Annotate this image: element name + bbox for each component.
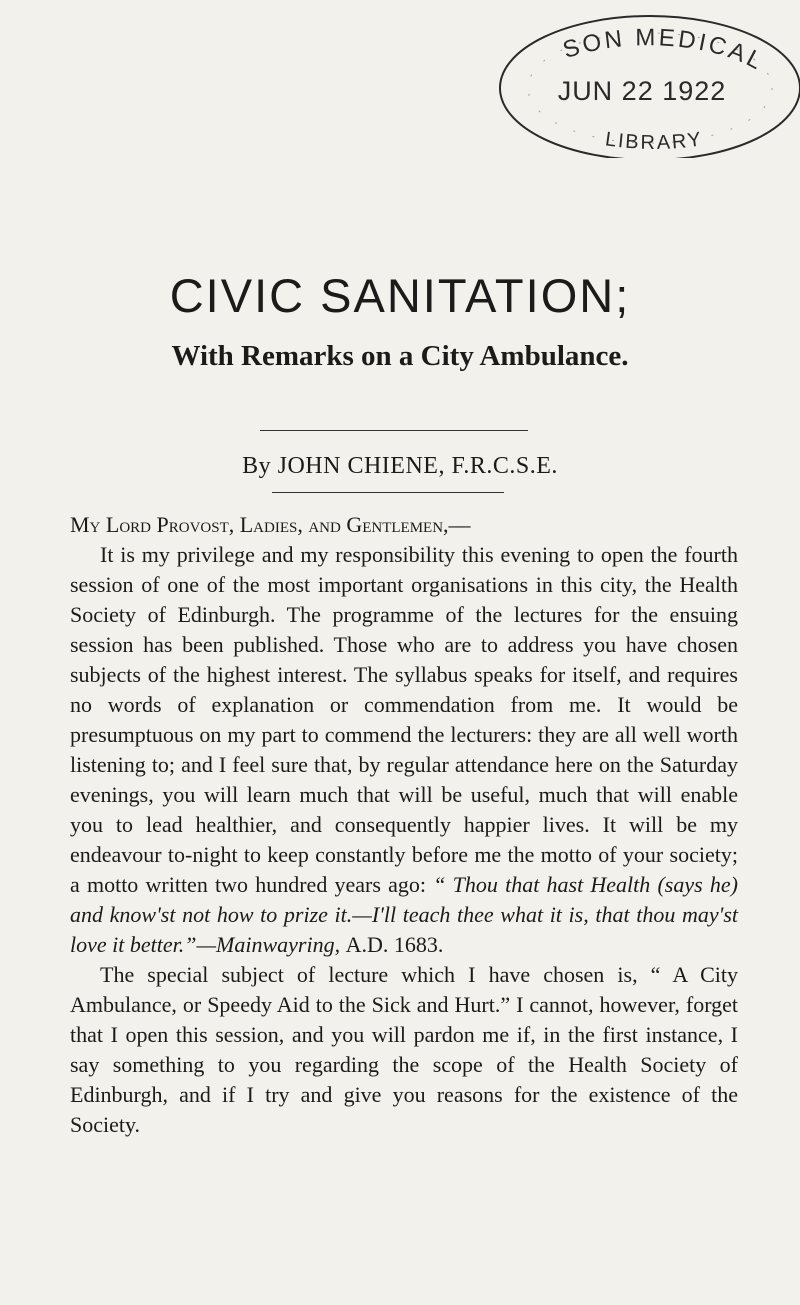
paragraph-2: The special subject of lecture which I have chosen is, “ A City Ambulance, or Speedy Aid to the Sick and Hurt.” I cannot, however, forget that I open this session, and you will pardon me if, in the first instance, I say something to you regarding the scope of the Health Society of Edinburgh, and if I try and give you reasons for the existence of the Society.: [70, 962, 738, 1137]
page-subtitle: With Remarks on a City Ambulance.: [171, 340, 629, 372]
paragraph-1-text: It is my privilege and my responsibility this evening to open the fourth session of one of the most important organisations in this city, the Health Society of Edinburgh. The programme of the lectures for the ensuing session has been published. Those who are to address you have chosen subjects of the highest interest. The syllabus speaks for itself, and requires no words of explanation or commendation from me. It would be presumptuous on my part to commend the lecturers: they are all well worth listening to; and I feel sure that, by regular attendance here on the Saturday evenings, you will learn much that will be useful, much that will enable you to lead healthier, and consequently happier lives. It will be my endeavour to-night to keep constantly before me the motto of your society; a motto written two hundred years ago:: [70, 542, 738, 897]
divider-top: [260, 430, 528, 431]
author-byline: By JOHN CHIENE, F.R.C.S.E.: [242, 453, 558, 479]
quote-source: —Mainwayring,: [196, 932, 341, 957]
divider-bottom: [272, 492, 504, 493]
page-title: CIVIC SANITATION;: [169, 269, 631, 322]
library-stamp: [474, 8, 800, 158]
motto-quote: “ Thou that hast Health (says he) and know'st not how to prize it.—I'll teach thee what it is, that thou may'st love it better.”: [70, 872, 738, 957]
stamp-top-text: SON MEDICAL: [559, 24, 769, 77]
svg-text:SON MEDICAL: [560, 24, 769, 76]
salutation: My Lord Provost, Ladies, and Gentlemen,—: [70, 512, 471, 537]
stamp-bottom-text: LIBRARY: [603, 128, 705, 154]
quote-date: A.D. 1683.: [345, 932, 444, 957]
stamp-date: JUN 22 1922: [557, 76, 727, 106]
body-text: [70, 510, 738, 1140]
paragraph-1: [70, 540, 738, 960]
svg-text:LIBRARY: [604, 128, 704, 154]
